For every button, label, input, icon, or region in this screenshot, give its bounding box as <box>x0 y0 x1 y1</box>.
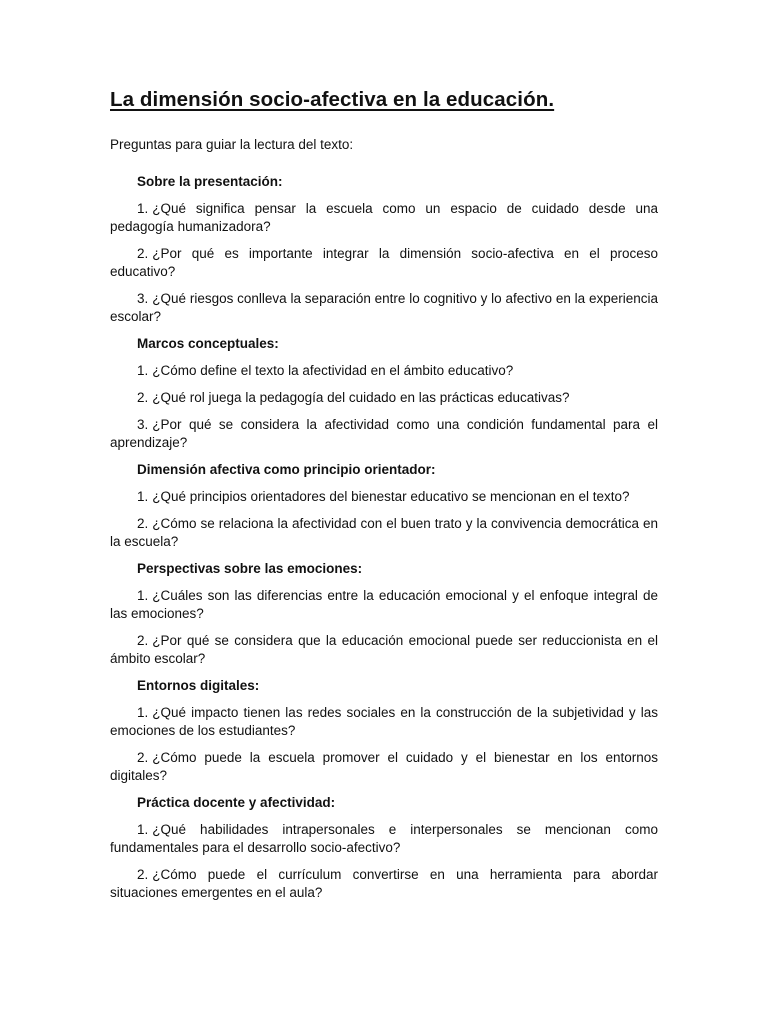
question-text: ¿Qué rol juega la pedagogía del cuidado en las prácticas educativas? <box>152 390 570 405</box>
question-text: ¿Por qué es importante integrar la dimensión socio-afectiva en el proceso educativo? <box>110 246 658 279</box>
section-heading: Práctica docente y afectividad: <box>137 795 336 810</box>
intro-text: Preguntas para guiar la lectura del texto: <box>110 137 354 152</box>
question-section <box>110 335 658 452</box>
question-section <box>110 461 658 551</box>
question-text: ¿Cuáles son las diferencias entre la educación emocional y el enfoque integral de las emociones? <box>110 588 658 621</box>
section-heading: Entornos digitales: <box>137 678 260 693</box>
question-number: 2. <box>137 633 149 648</box>
question-item <box>110 749 658 785</box>
question-item <box>110 866 658 902</box>
question-text: ¿Cómo define el texto la afectividad en el ámbito educativo? <box>152 363 514 378</box>
question-item <box>110 704 658 740</box>
question-item <box>110 515 658 551</box>
question-section <box>110 560 658 668</box>
question-number: 3. <box>137 291 149 306</box>
question-text: ¿Qué impacto tienen las redes sociales en la construcción de la subjetividad y las emociones de los estudiantes? <box>110 705 658 738</box>
question-section <box>110 794 658 902</box>
question-text: ¿Cómo puede la escuela promover el cuidado y el bienestar en los entornos digitales? <box>110 750 658 783</box>
question-section <box>110 677 658 785</box>
question-item <box>110 200 658 236</box>
question-section <box>110 173 658 326</box>
question-number: 2. <box>137 867 149 882</box>
question-number: 1. <box>137 489 149 504</box>
section-heading: Dimensión afectiva como principio orientador: <box>137 462 436 477</box>
question-text: ¿Qué significa pensar la escuela como un espacio de cuidado desde una pedagogía humanizadora? <box>110 201 658 234</box>
section-heading: Sobre la presentación: <box>137 174 283 189</box>
question-number: 1. <box>137 705 149 720</box>
question-item <box>110 389 658 407</box>
questions-content <box>110 173 658 911</box>
question-item <box>110 587 658 623</box>
section-heading: Marcos conceptuales: <box>137 336 279 351</box>
question-item <box>110 290 658 326</box>
question-text: ¿Por qué se considera que la educación emocional puede ser reduccionista en el ámbito escolar? <box>110 633 658 666</box>
question-number: 2. <box>137 516 149 531</box>
question-number: 2. <box>137 390 149 405</box>
question-number: 1. <box>137 822 149 837</box>
question-item <box>110 416 658 452</box>
question-item <box>110 632 658 668</box>
question-number: 1. <box>137 588 149 603</box>
question-text: ¿Qué principios orientadores del bienestar educativo se mencionan en el texto? <box>152 489 630 504</box>
question-text: ¿Por qué se considera la afectividad como una condición fundamental para el aprendizaje? <box>110 417 658 450</box>
section-heading: Perspectivas sobre las emociones: <box>137 561 363 576</box>
document-title: La dimensión socio-afectiva en la educación. <box>110 88 555 111</box>
question-item <box>110 245 658 281</box>
question-text: ¿Qué riesgos conlleva la separación entre lo cognitivo y lo afectivo en la experiencia escolar? <box>110 291 658 324</box>
question-text: ¿Cómo puede el currículum convertirse en una herramienta para abordar situaciones emergentes en el aula? <box>110 867 658 900</box>
question-number: 2. <box>137 750 149 765</box>
question-text: ¿Qué habilidades intrapersonales e interpersonales se mencionan como fundamentales para el desarrollo socio-afectivo? <box>110 822 658 855</box>
question-text: ¿Cómo se relaciona la afectividad con el buen trato y la convivencia democrática en la escuela? <box>110 516 658 549</box>
question-number: 1. <box>137 363 149 378</box>
question-number: 1. <box>137 201 149 216</box>
question-item <box>110 821 658 857</box>
question-item <box>110 362 658 380</box>
question-item <box>110 488 658 506</box>
question-number: 3. <box>137 417 149 432</box>
question-number: 2. <box>137 246 149 261</box>
